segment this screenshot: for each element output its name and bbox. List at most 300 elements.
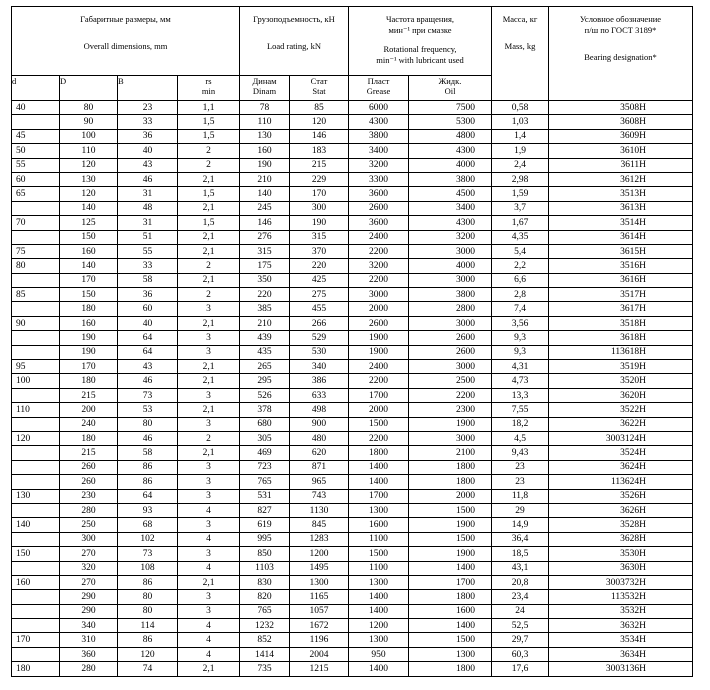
cell-bore-diameter xyxy=(12,561,60,575)
cell-dynamic-load: 78 xyxy=(240,101,290,115)
table-row xyxy=(12,388,693,402)
cell-grease-speed: 1100 xyxy=(349,561,409,575)
col-header-oil xyxy=(409,76,492,101)
cell-oil-speed: 3000 xyxy=(409,273,492,287)
cell-grease-speed: 3600 xyxy=(349,216,409,230)
table-row xyxy=(12,662,693,676)
cell-bore-diameter: 70 xyxy=(12,216,60,230)
cell-static-load: 845 xyxy=(290,518,349,532)
cell-chamfer: 2,1 xyxy=(178,244,240,258)
table-row xyxy=(12,475,693,489)
cell-oil-speed: 2600 xyxy=(409,345,492,359)
cell-grease-speed: 1800 xyxy=(349,446,409,460)
cell-chamfer: 2,1 xyxy=(178,230,240,244)
cell-oil-speed: 3000 xyxy=(409,244,492,258)
cell-designation: 3534Н xyxy=(549,633,693,647)
cell-outer-diameter: 230 xyxy=(60,489,118,503)
table-row xyxy=(12,518,693,532)
cell-mass: 36,4 xyxy=(492,532,549,546)
cell-grease-speed: 2600 xyxy=(349,201,409,215)
table-row xyxy=(12,302,693,316)
table-row xyxy=(12,431,693,445)
cell-static-load: 1200 xyxy=(290,547,349,561)
cell-dynamic-load: 995 xyxy=(240,532,290,546)
cell-mass: 13,3 xyxy=(492,388,549,402)
cell-bore-diameter: 110 xyxy=(12,403,60,417)
cell-static-load: 190 xyxy=(290,216,349,230)
cell-designation: 3003732Н xyxy=(549,575,693,589)
cell-mass: 7,4 xyxy=(492,302,549,316)
cell-width: 86 xyxy=(118,575,178,589)
cell-outer-diameter: 140 xyxy=(60,259,118,273)
cell-mass: 14,9 xyxy=(492,518,549,532)
cell-dynamic-load: 765 xyxy=(240,604,290,618)
table-row xyxy=(12,403,693,417)
cell-oil-speed: 1800 xyxy=(409,475,492,489)
table-row xyxy=(12,590,693,604)
cell-outer-diameter: 290 xyxy=(60,604,118,618)
cell-static-load: 480 xyxy=(290,431,349,445)
cell-grease-speed: 2400 xyxy=(349,360,409,374)
cell-mass: 18,2 xyxy=(492,417,549,431)
cell-dynamic-load: 110 xyxy=(240,115,290,129)
cell-designation: 3614Н xyxy=(549,230,693,244)
cell-static-load: 1130 xyxy=(290,503,349,517)
cell-static-load: 965 xyxy=(290,475,349,489)
cell-dynamic-load: 295 xyxy=(240,374,290,388)
cell-chamfer: 3 xyxy=(178,460,240,474)
cell-mass: 2,4 xyxy=(492,158,549,172)
cell-static-load: 498 xyxy=(290,403,349,417)
table-row xyxy=(12,129,693,143)
table-row xyxy=(12,101,693,115)
cell-outer-diameter: 160 xyxy=(60,316,118,330)
cell-grease-speed: 1300 xyxy=(349,503,409,517)
cell-designation: 3516Н xyxy=(549,259,693,273)
cell-oil-speed: 3400 xyxy=(409,201,492,215)
cell-bore-diameter xyxy=(12,647,60,661)
cell-static-load: 229 xyxy=(290,172,349,186)
cell-designation: 3615Н xyxy=(549,244,693,258)
cell-width: 46 xyxy=(118,374,178,388)
cell-dynamic-load: 735 xyxy=(240,662,290,676)
cell-grease-speed: 3000 xyxy=(349,288,409,302)
cell-oil-speed: 3000 xyxy=(409,316,492,330)
cell-oil-speed: 4000 xyxy=(409,158,492,172)
cell-outer-diameter: 190 xyxy=(60,331,118,345)
cell-dynamic-load: 350 xyxy=(240,273,290,287)
cell-width: 114 xyxy=(118,619,178,633)
cell-oil-speed: 7500 xyxy=(409,101,492,115)
cell-bore-diameter xyxy=(12,115,60,129)
cell-mass: 7,55 xyxy=(492,403,549,417)
cell-grease-speed: 1100 xyxy=(349,532,409,546)
cell-bore-diameter: 150 xyxy=(12,547,60,561)
cell-mass: 4,35 xyxy=(492,230,549,244)
col-header-oil-en: Oil xyxy=(444,86,456,96)
cell-dynamic-load: 526 xyxy=(240,388,290,402)
cell-dynamic-load: 680 xyxy=(240,417,290,431)
cell-oil-speed: 3200 xyxy=(409,230,492,244)
cell-outer-diameter: 90 xyxy=(60,115,118,129)
cell-chamfer: 2 xyxy=(178,288,240,302)
table-body xyxy=(12,101,693,677)
cell-designation: 3520Н xyxy=(549,374,693,388)
cell-oil-speed: 1500 xyxy=(409,503,492,517)
cell-oil-speed: 2200 xyxy=(409,388,492,402)
cell-grease-speed: 1400 xyxy=(349,662,409,676)
cell-designation: 3522Н xyxy=(549,403,693,417)
table-row xyxy=(12,417,693,431)
cell-outer-diameter: 215 xyxy=(60,446,118,460)
cell-width: 51 xyxy=(118,230,178,244)
cell-width: 64 xyxy=(118,345,178,359)
table-row xyxy=(12,259,693,273)
col-header-d: d xyxy=(12,76,60,101)
cell-static-load: 275 xyxy=(290,288,349,302)
cell-oil-speed: 3000 xyxy=(409,431,492,445)
cell-static-load: 183 xyxy=(290,144,349,158)
cell-width: 93 xyxy=(118,503,178,517)
cell-static-load: 633 xyxy=(290,388,349,402)
cell-bore-diameter xyxy=(12,230,60,244)
cell-bore-diameter: 180 xyxy=(12,662,60,676)
cell-chamfer: 3 xyxy=(178,590,240,604)
cell-chamfer: 3 xyxy=(178,302,240,316)
col-header-width: B xyxy=(118,76,178,101)
cell-chamfer: 4 xyxy=(178,532,240,546)
cell-width: 58 xyxy=(118,446,178,460)
table-row xyxy=(12,115,693,129)
cell-designation: 113532Н xyxy=(549,590,693,604)
cell-chamfer: 1,5 xyxy=(178,115,240,129)
cell-bore-diameter xyxy=(12,532,60,546)
cell-dynamic-load: 378 xyxy=(240,403,290,417)
cell-grease-speed: 3400 xyxy=(349,144,409,158)
cell-oil-speed: 2500 xyxy=(409,374,492,388)
cell-mass: 23,4 xyxy=(492,590,549,604)
header-mass-en: Mass, kg xyxy=(504,41,536,51)
cell-dynamic-load: 619 xyxy=(240,518,290,532)
cell-width: 36 xyxy=(118,288,178,302)
cell-chamfer: 3 xyxy=(178,489,240,503)
cell-dynamic-load: 315 xyxy=(240,244,290,258)
cell-width: 80 xyxy=(118,417,178,431)
cell-grease-speed: 1500 xyxy=(349,417,409,431)
cell-grease-speed: 1400 xyxy=(349,475,409,489)
cell-oil-speed: 4000 xyxy=(409,259,492,273)
cell-mass: 52,5 xyxy=(492,619,549,633)
cell-grease-speed: 1900 xyxy=(349,345,409,359)
cell-outer-diameter: 160 xyxy=(60,244,118,258)
table-row xyxy=(12,374,693,388)
cell-dynamic-load: 210 xyxy=(240,172,290,186)
cell-static-load: 2004 xyxy=(290,647,349,661)
cell-static-load: 425 xyxy=(290,273,349,287)
cell-grease-speed: 1300 xyxy=(349,633,409,647)
cell-chamfer: 3 xyxy=(178,475,240,489)
cell-bore-diameter: 55 xyxy=(12,158,60,172)
cell-outer-diameter: 100 xyxy=(60,129,118,143)
cell-outer-diameter: 270 xyxy=(60,547,118,561)
cell-oil-speed: 2800 xyxy=(409,302,492,316)
cell-outer-diameter: 140 xyxy=(60,201,118,215)
table-row xyxy=(12,489,693,503)
cell-static-load: 1057 xyxy=(290,604,349,618)
cell-chamfer: 2,1 xyxy=(178,446,240,460)
cell-mass: 1,67 xyxy=(492,216,549,230)
cell-width: 108 xyxy=(118,561,178,575)
cell-designation: 3616Н xyxy=(549,273,693,287)
cell-static-load: 1196 xyxy=(290,633,349,647)
cell-dynamic-load: 210 xyxy=(240,316,290,330)
cell-oil-speed: 5300 xyxy=(409,115,492,129)
cell-mass: 24 xyxy=(492,604,549,618)
table-row xyxy=(12,288,693,302)
cell-outer-diameter: 260 xyxy=(60,460,118,474)
cell-outer-diameter: 110 xyxy=(60,144,118,158)
header-load-rating-en: Load rating, kN xyxy=(266,41,322,51)
table-row xyxy=(12,503,693,517)
cell-oil-speed: 1800 xyxy=(409,460,492,474)
cell-grease-speed: 2200 xyxy=(349,244,409,258)
cell-width: 58 xyxy=(118,273,178,287)
cell-static-load: 743 xyxy=(290,489,349,503)
cell-width: 40 xyxy=(118,144,178,158)
cell-width: 43 xyxy=(118,360,178,374)
cell-mass: 43,1 xyxy=(492,561,549,575)
cell-designation: 3628Н xyxy=(549,532,693,546)
col-header-grease-en: Grease xyxy=(366,86,391,96)
cell-oil-speed: 1300 xyxy=(409,647,492,661)
cell-designation: 3617Н xyxy=(549,302,693,316)
cell-mass: 60,3 xyxy=(492,647,549,661)
cell-designation: 3613Н xyxy=(549,201,693,215)
cell-outer-diameter: 215 xyxy=(60,388,118,402)
cell-dynamic-load: 469 xyxy=(240,446,290,460)
cell-chamfer: 1,5 xyxy=(178,129,240,143)
cell-width: 46 xyxy=(118,172,178,186)
cell-dynamic-load: 1103 xyxy=(240,561,290,575)
cell-static-load: 529 xyxy=(290,331,349,345)
cell-width: 23 xyxy=(118,101,178,115)
cell-designation: 3528Н xyxy=(549,518,693,532)
cell-chamfer: 2,1 xyxy=(178,201,240,215)
cell-grease-speed: 950 xyxy=(349,647,409,661)
cell-width: 33 xyxy=(118,115,178,129)
cell-grease-speed: 2200 xyxy=(349,374,409,388)
col-header-chamfer xyxy=(178,76,240,101)
table-row xyxy=(12,561,693,575)
cell-static-load: 1215 xyxy=(290,662,349,676)
cell-static-load: 370 xyxy=(290,244,349,258)
cell-bore-diameter: 65 xyxy=(12,187,60,201)
cell-designation: 3618Н xyxy=(549,331,693,345)
cell-designation: 3612Н xyxy=(549,172,693,186)
cell-oil-speed: 1600 xyxy=(409,604,492,618)
cell-chamfer: 3 xyxy=(178,604,240,618)
cell-chamfer: 2,1 xyxy=(178,662,240,676)
table-row xyxy=(12,575,693,589)
cell-mass: 4,31 xyxy=(492,360,549,374)
cell-chamfer: 4 xyxy=(178,619,240,633)
cell-grease-speed: 1900 xyxy=(349,331,409,345)
col-header-static-ru: Стат xyxy=(310,76,328,86)
cell-chamfer: 2,1 xyxy=(178,575,240,589)
cell-outer-diameter: 270 xyxy=(60,575,118,589)
cell-designation: 3624Н xyxy=(549,460,693,474)
cell-bore-diameter xyxy=(12,446,60,460)
cell-grease-speed: 3200 xyxy=(349,259,409,273)
cell-dynamic-load: 305 xyxy=(240,431,290,445)
cell-grease-speed: 2200 xyxy=(349,273,409,287)
table-row xyxy=(12,201,693,215)
cell-mass: 9,43 xyxy=(492,446,549,460)
cell-dynamic-load: 827 xyxy=(240,503,290,517)
cell-mass: 23 xyxy=(492,460,549,474)
cell-static-load: 215 xyxy=(290,158,349,172)
cell-chamfer: 4 xyxy=(178,561,240,575)
cell-bore-diameter: 170 xyxy=(12,633,60,647)
cell-chamfer: 3 xyxy=(178,518,240,532)
cell-chamfer: 1,5 xyxy=(178,216,240,230)
cell-dynamic-load: 852 xyxy=(240,633,290,647)
cell-bore-diameter xyxy=(12,503,60,517)
cell-dynamic-load: 160 xyxy=(240,144,290,158)
cell-grease-speed: 1300 xyxy=(349,575,409,589)
cell-width: 86 xyxy=(118,460,178,474)
cell-dynamic-load: 723 xyxy=(240,460,290,474)
table-row xyxy=(12,547,693,561)
cell-chamfer: 2 xyxy=(178,144,240,158)
col-header-grease-ru: Пласт xyxy=(367,76,390,86)
cell-mass: 11,8 xyxy=(492,489,549,503)
cell-outer-diameter: 180 xyxy=(60,431,118,445)
cell-dynamic-load: 830 xyxy=(240,575,290,589)
cell-mass: 17,6 xyxy=(492,662,549,676)
cell-designation: 113618Н xyxy=(549,345,693,359)
cell-bore-diameter: 100 xyxy=(12,374,60,388)
cell-grease-speed: 2200 xyxy=(349,431,409,445)
cell-oil-speed: 4800 xyxy=(409,129,492,143)
cell-static-load: 120 xyxy=(290,115,349,129)
header-overall-dimensions-en: Overall dimensions, mm xyxy=(83,41,168,51)
table-row xyxy=(12,446,693,460)
cell-width: 33 xyxy=(118,259,178,273)
cell-static-load: 1672 xyxy=(290,619,349,633)
cell-designation: 3514Н xyxy=(549,216,693,230)
cell-width: 46 xyxy=(118,431,178,445)
cell-designation: 3632Н xyxy=(549,619,693,633)
cell-dynamic-load: 220 xyxy=(240,288,290,302)
header-designation-en: Bearing designation* xyxy=(584,52,657,62)
cell-outer-diameter: 150 xyxy=(60,288,118,302)
cell-mass: 4,73 xyxy=(492,374,549,388)
cell-grease-speed: 6000 xyxy=(349,101,409,115)
cell-chamfer: 4 xyxy=(178,633,240,647)
header-row-titles xyxy=(12,7,693,76)
cell-grease-speed: 1400 xyxy=(349,590,409,604)
cell-bore-diameter xyxy=(12,302,60,316)
cell-outer-diameter: 170 xyxy=(60,273,118,287)
table-row xyxy=(12,158,693,172)
cell-chamfer: 1,5 xyxy=(178,187,240,201)
cell-grease-speed: 1600 xyxy=(349,518,409,532)
cell-width: 40 xyxy=(118,316,178,330)
cell-dynamic-load: 146 xyxy=(240,216,290,230)
cell-static-load: 871 xyxy=(290,460,349,474)
cell-designation: 3608Н xyxy=(549,115,693,129)
cell-dynamic-load: 265 xyxy=(240,360,290,374)
cell-oil-speed: 2000 xyxy=(409,489,492,503)
col-header-oil-ru: Жидк. xyxy=(438,76,462,86)
cell-oil-speed: 1900 xyxy=(409,547,492,561)
table-row xyxy=(12,345,693,359)
header-overall-dimensions xyxy=(12,7,240,76)
table-row xyxy=(12,273,693,287)
cell-dynamic-load: 1414 xyxy=(240,647,290,661)
cell-designation: 3634Н xyxy=(549,647,693,661)
col-header-dynamic-en: Dinam xyxy=(252,86,277,96)
cell-chamfer: 4 xyxy=(178,647,240,661)
cell-oil-speed: 1800 xyxy=(409,662,492,676)
cell-grease-speed: 2600 xyxy=(349,316,409,330)
cell-bore-diameter: 120 xyxy=(12,431,60,445)
cell-width: 60 xyxy=(118,302,178,316)
cell-width: 43 xyxy=(118,158,178,172)
cell-oil-speed: 2300 xyxy=(409,403,492,417)
cell-static-load: 300 xyxy=(290,201,349,215)
cell-outer-diameter: 300 xyxy=(60,532,118,546)
table-row xyxy=(12,244,693,258)
cell-dynamic-load: 140 xyxy=(240,187,290,201)
table-row xyxy=(12,172,693,186)
cell-bore-diameter xyxy=(12,201,60,215)
cell-width: 31 xyxy=(118,216,178,230)
cell-outer-diameter: 280 xyxy=(60,503,118,517)
header-designation-ru-line1: Условное обозначение xyxy=(579,14,662,24)
cell-chamfer: 3 xyxy=(178,331,240,345)
cell-dynamic-load: 130 xyxy=(240,129,290,143)
cell-mass: 2,2 xyxy=(492,259,549,273)
cell-mass: 2,98 xyxy=(492,172,549,186)
cell-designation: 3003124Н xyxy=(549,431,693,445)
cell-width: 64 xyxy=(118,489,178,503)
header-bearing-designation xyxy=(549,7,693,101)
cell-outer-diameter: 280 xyxy=(60,662,118,676)
cell-mass: 29,7 xyxy=(492,633,549,647)
cell-dynamic-load: 850 xyxy=(240,547,290,561)
cell-chamfer: 2,1 xyxy=(178,374,240,388)
cell-oil-speed: 1500 xyxy=(409,532,492,546)
cell-bore-diameter xyxy=(12,460,60,474)
cell-width: 80 xyxy=(118,604,178,618)
cell-chamfer: 3 xyxy=(178,417,240,431)
header-overall-dimensions-ru: Габаритные размеры, мм xyxy=(80,14,171,24)
cell-designation: 3622Н xyxy=(549,417,693,431)
col-header-static xyxy=(290,76,349,101)
table-row xyxy=(12,360,693,374)
cell-dynamic-load: 435 xyxy=(240,345,290,359)
cell-static-load: 900 xyxy=(290,417,349,431)
cell-width: 120 xyxy=(118,647,178,661)
cell-outer-diameter: 80 xyxy=(60,101,118,115)
cell-mass: 29 xyxy=(492,503,549,517)
cell-width: 48 xyxy=(118,201,178,215)
cell-outer-diameter: 125 xyxy=(60,216,118,230)
cell-designation: 3003136Н xyxy=(549,662,693,676)
cell-designation: 3611Н xyxy=(549,158,693,172)
